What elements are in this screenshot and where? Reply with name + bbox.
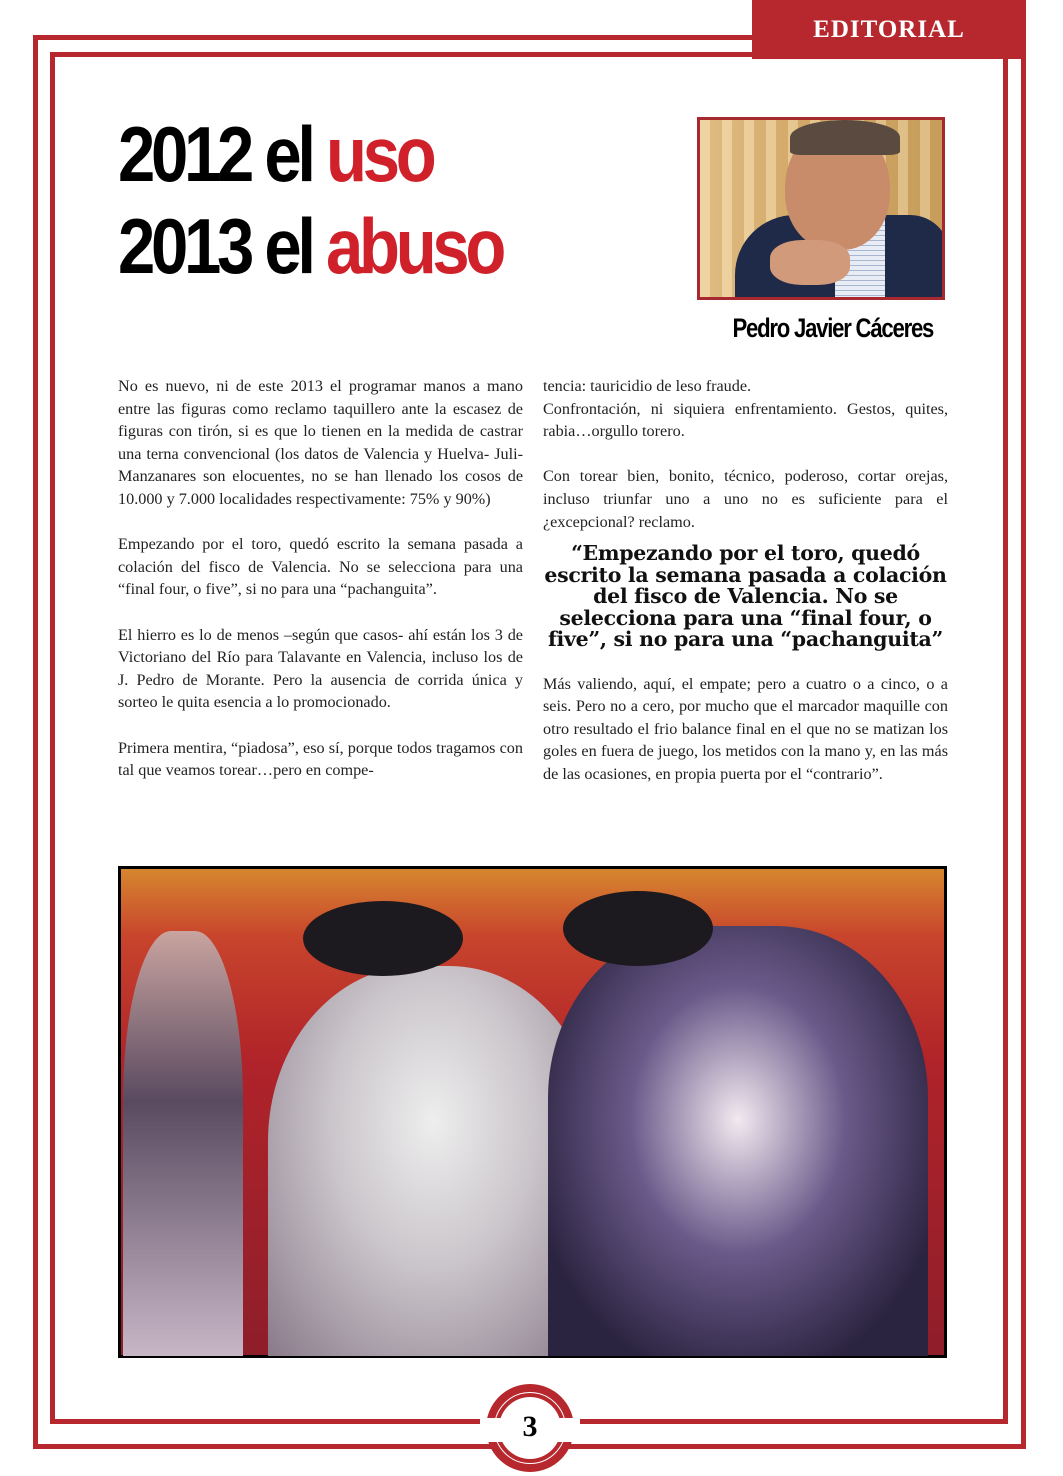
photo-bullfighter-right — [548, 926, 928, 1356]
photo-background-figure — [123, 931, 243, 1356]
section-tab-label: EDITORIAL — [813, 15, 965, 43]
headline-line-2-prefix: 2013 el — [118, 202, 327, 290]
paragraph: Más valiendo, aquí, el empate; pero a cuatro o a cinco, o a seis. Pero no a cero, por mucho que el marcador maquille con otro resultado el frio balance final en el que no se matizan los goles en fuera de juego, los metidos con la mano y, en las más de las ocasiones, en propia puerta por el “contrario”. — [543, 674, 948, 784]
paragraph: Empezando por el toro, quedó escrito la semana pasada a colación del fisco de Valencia. No se selecciona para una “final four, o five”, si no para una “pachanguita”. — [118, 535, 523, 599]
headline-line-1-highlight: uso — [326, 110, 433, 198]
paragraph-continuation: tencia: tauricidio de leso fraude. — [543, 377, 752, 395]
paragraph: No es nuevo, ni de este 2013 el programar manos a mano entre las figuras como reclamo taquillero ante la escasez de figuras con tirón, si es que lo tienen en la medida de castrar una terna convencional (los datos de Valencia y Huelva- Juli-Manzanares son elocuentes, no se han llenado los cosos de 10.000 y 7.000 localidades respectivamente: 75% y 90%) — [118, 377, 523, 508]
author-byline: Pedro Javier Cáceres — [732, 313, 934, 343]
headline-line-1 — [118, 110, 432, 198]
main-photo — [118, 866, 947, 1358]
photo-montera-right — [563, 891, 713, 966]
section-tab — [752, 0, 1026, 59]
headline — [118, 108, 502, 292]
paragraph: El hierro es lo de menos –según que casos- ahí están los 3 de Victoriano del Río para Talavante en Valencia, incluso los de J. Pedro de Morante. Pero la ausencia de corrida única y sorteo le quita esencia a lo promocionado. — [118, 625, 523, 712]
paragraph: Primera mentira, “piadosa”, eso sí, porque todos tragamos con tal que veamos torear…pero en compe- — [118, 738, 523, 780]
page-number-badge — [486, 1384, 574, 1472]
article-column-right — [543, 375, 948, 786]
pull-quote: “Empezando por el toro, quedó escrito la semana pasada a colación del fisco de Valencia. No se selecciona para una “final four, o five”, si no para una “pachanguita” — [544, 541, 947, 652]
portrait-hand — [770, 240, 850, 285]
headline-line-2 — [118, 202, 502, 290]
author-portrait — [697, 117, 945, 300]
paragraph: Confrontación, ni siquiera enfrentamiento. Gestos, quites, rabia…orgullo torero. — [543, 399, 948, 441]
portrait-hair — [790, 120, 900, 155]
headline-line-2-highlight: abuso — [326, 202, 503, 290]
page-number: 3 — [522, 1410, 538, 1443]
photo-montera-left — [303, 901, 463, 976]
article-column-left — [118, 375, 523, 782]
headline-line-1-prefix: 2012 el — [118, 110, 327, 198]
paragraph: Con torear bien, bonito, técnico, poderoso, cortar orejas, incluso triunfar uno a uno no es suficiente para el ¿excepcional? reclamo. — [543, 467, 948, 531]
